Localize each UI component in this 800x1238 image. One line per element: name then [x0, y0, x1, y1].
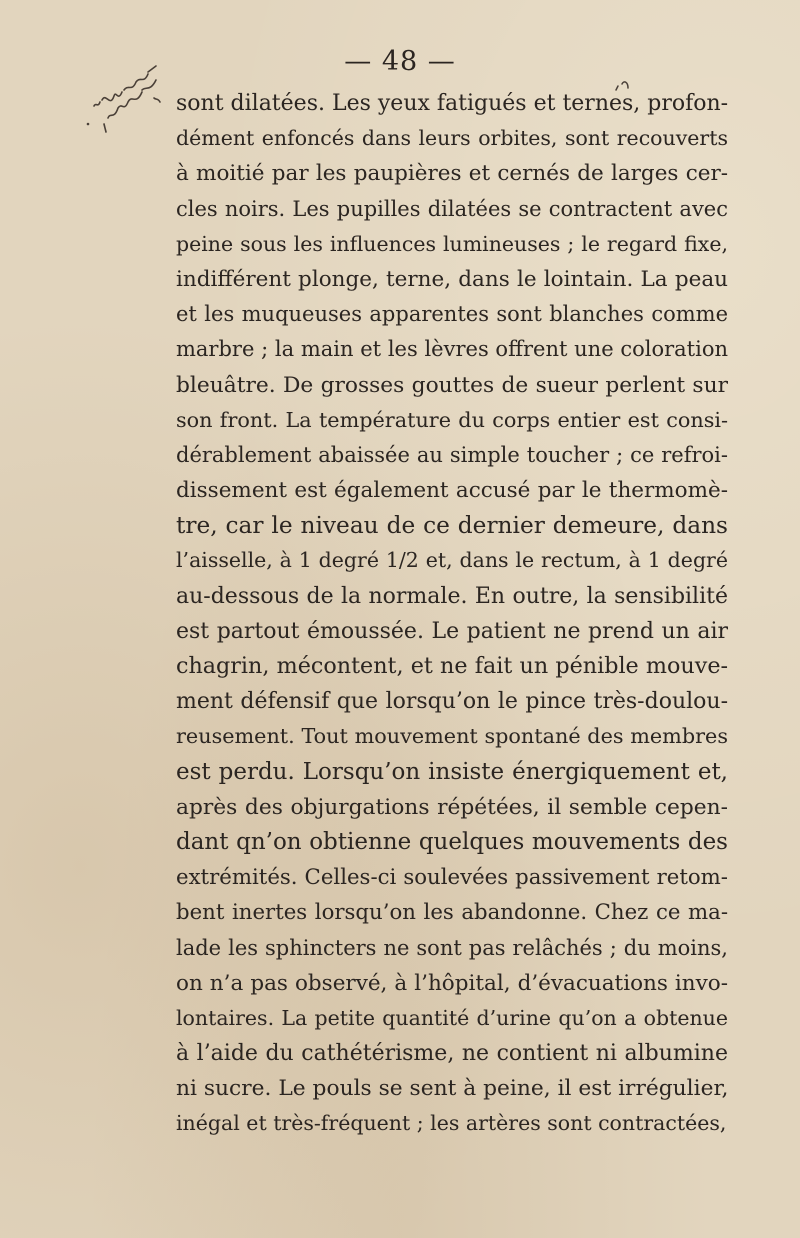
handwritten-margin-annotation [84, 62, 168, 142]
text-line: inégal et très-fréquent ; les artères sont contractées, [176, 1111, 727, 1136]
text-line: bent inertes lorsqu’on les abandonne. Chez ce ma- [176, 900, 728, 926]
text-line: après des objurgations répétées, il semble cepen- [176, 794, 728, 820]
text-line: sont dilatées. Les yeux fatigués et ternes, profon- [176, 91, 728, 116]
page-number: — 48 — [344, 46, 456, 77]
body-text [176, 86, 728, 1142]
text-line: reusement. Tout mouvement spontané des membres [176, 724, 728, 749]
text-line: tre, car le niveau de ce dernier demeure, dans [176, 512, 728, 540]
handwritten-scribble-icon [84, 62, 168, 142]
text-line: chagrin, mécontent, et ne fait un pénible mouve- [176, 653, 728, 679]
text-line: est perdu. Lorsqu’on insiste énergiquement et, [176, 758, 728, 785]
text-line: ni sucre. Le pouls se sent à peine, il est irrégulier, [176, 1076, 728, 1102]
text-line: cles noirs. Les pupilles dilatées se contractent avec [176, 196, 728, 221]
text-line: à moitié par les paupières et cernés de larges cer- [176, 161, 728, 187]
text-line: extrémités. Celles-ci soulevées passivement retom- [176, 865, 728, 891]
text-line: dément enfoncés dans leurs orbites, sont recouverts [176, 126, 728, 151]
text-line: indifférent plonge, terne, dans le lointain. La peau [176, 266, 728, 292]
text-line: lade les sphincters ne sont pas relâchés ; du moins, [176, 935, 728, 960]
text-line: au-dessous de la normale. En outre, la sensibilité [176, 583, 728, 609]
text-line: son front. La température du corps entier est consi- [176, 407, 728, 432]
text-line: on n’a pas observé, à l’hôpital, d’évacuations invo- [176, 970, 728, 996]
text-line: peine sous les influences lumineuses ; le regard fixe, [176, 231, 728, 256]
text-line: à l’aide du cathétérisme, ne contient ni albumine [176, 1041, 728, 1067]
text-line: dérablement abaissée au simple toucher ; ce refroi- [176, 442, 728, 467]
text-line: dissement est également accusé par le thermomè- [176, 478, 728, 504]
text-line: marbre ; la main et les lèvres offrent une coloration [176, 337, 728, 362]
text-line: bleuâtre. De grosses gouttes de sueur perlent sur [176, 372, 728, 398]
text-line: l’aisselle, à 1 degré 1/2 et, dans le rectum, à 1 degré [176, 548, 728, 573]
text-line: est partout émoussée. Le patient ne prend un air [176, 618, 728, 644]
text-line: lontaires. La petite quantité d’urine qu’on a obtenue [176, 1005, 728, 1030]
text-line: et les muqueuses apparentes sont blanches comme [176, 302, 728, 327]
text-line: ment défensif que lorsqu’on le pince très-doulou- [176, 689, 728, 715]
text-line: dant qn’on obtienne quelques mouvements des [176, 828, 728, 855]
